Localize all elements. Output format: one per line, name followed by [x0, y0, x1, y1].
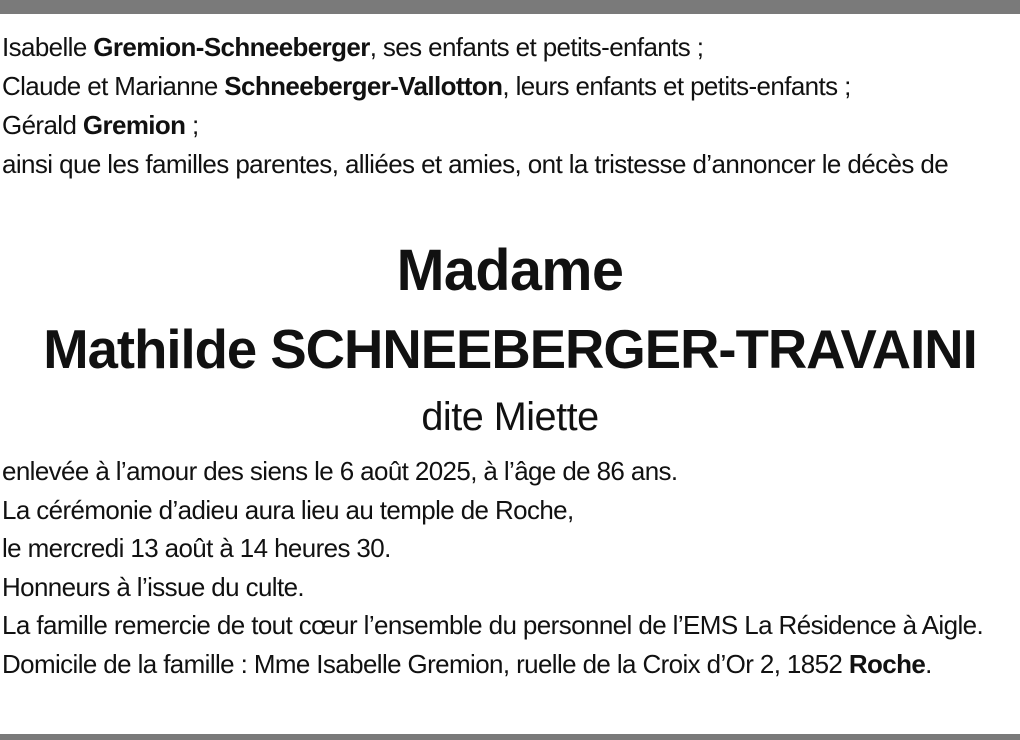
intro-line-3	[2, 106, 1018, 145]
family-announcement	[2, 28, 1020, 184]
body-line-4: Honneurs à l’issue du culte.	[2, 571, 305, 602]
family-address-text: Domicile de la famille : Mme Isabelle Gremion, ruelle de la Croix d’Or 2, 1852	[2, 648, 849, 679]
deceased-nickname: dite Miette	[421, 395, 599, 439]
body-line-1: enlevée à l’amour des siens le 6 août 2025, à l’âge de 86 ans.	[2, 456, 678, 486]
body-line-2: La cérémonie d’adieu aura lieu au temple de Roche,	[2, 494, 574, 525]
deceased-name-block	[0, 232, 1020, 388]
intro-line-3-surname: Gremion	[82, 110, 186, 140]
bottom-border-rule	[0, 734, 1020, 740]
intro-line-1-suffix: , ses enfants et petits-enfants ;	[369, 32, 704, 62]
deceased-full-name: Mathilde SCHNEEBERGER-TRAVAINI	[43, 318, 977, 380]
intro-line-3-text: Gérald	[2, 110, 83, 140]
body-line-6	[2, 645, 1018, 684]
intro-line-3-suffix: ;	[185, 110, 199, 140]
body-line-5: La famille remercie de tout cœur l’ensemble du personnel de l’EMS La Résidence à Aigle.	[2, 610, 984, 640]
ceremony-details	[2, 452, 1020, 683]
intro-line-1-text: Isabelle	[2, 32, 94, 62]
intro-line-1	[2, 28, 1018, 67]
intro-line-2-surname: Schneeberger-Vallotton	[224, 71, 503, 101]
intro-line-2-suffix: , leurs enfants et petits-enfants ;	[502, 71, 851, 101]
intro-line-4: ainsi que les familles parentes, alliées et amies, ont la tristesse d’annoncer le décès de	[2, 149, 949, 179]
top-border-rule	[0, 0, 1020, 14]
body-line-3: le mercredi 13 août à 14 heures 30.	[2, 533, 391, 563]
family-address-period: .	[925, 648, 932, 679]
family-address-town: Roche	[848, 648, 926, 679]
intro-line-2	[2, 67, 1018, 106]
intro-line-1-surname: Gremion-Schneeberger	[93, 32, 370, 62]
intro-line-2-text: Claude et Marianne	[2, 71, 225, 101]
honorific: Madame	[396, 238, 624, 303]
